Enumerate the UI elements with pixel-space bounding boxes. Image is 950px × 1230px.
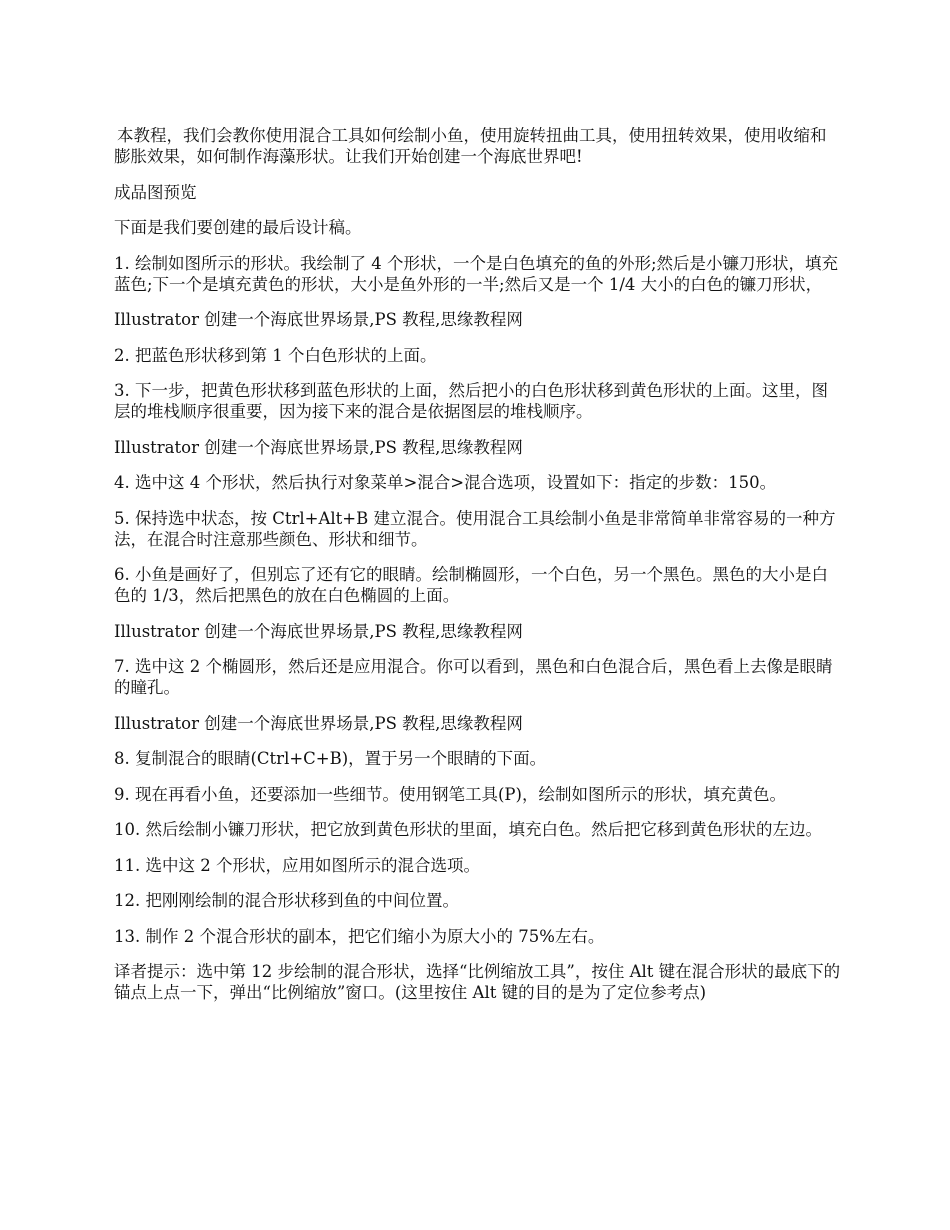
final-design-paragraph: 下面是我们要创建的最后设计稿。 bbox=[114, 218, 362, 237]
step-2-paragraph: 2. 把蓝色形状移到第 1 个白色形状的上面。 bbox=[114, 345, 437, 365]
image-caption: Illustrator 创建一个海底世界场景,PS 教程,思缘教程网 bbox=[114, 437, 523, 457]
step-8-paragraph: 8. 复制混合的眼睛(Ctrl+C+B)，置于另一个眼睛的下面。 bbox=[114, 749, 547, 768]
step-1-paragraph: 1. 绘制如图所示的形状。我绘制了 4 个形状，一个是白色填充的鱼的外形;然后是小镰刀形状，填充蓝色;下一个是填充黄色的形状，大小是鱼外形的一半;然后又是一个 1/4 大小的白色的镰刀形状， bbox=[114, 253, 839, 294]
step-13-paragraph: 13. 制作 2 个混合形状的副本，把它们缩小为原大小的 75%左右。 bbox=[114, 926, 605, 946]
step-3-paragraph: 3. 下一步，把黄色形状移到蓝色形状的上面，然后把小的白色形状移到黄色形状的上面。这里，图层的堆栈顺序很重要，因为接下来的混合是依据图层的堆栈顺序。 bbox=[114, 381, 828, 421]
image-caption: Illustrator 创建一个海底世界场景,PS 教程,思缘教程网 bbox=[114, 713, 523, 733]
step-9-paragraph: 9. 现在再看小鱼，还要添加一些细节。使用钢笔工具(P)，绘制如图所示的形状，填充黄色。 bbox=[114, 784, 786, 804]
step-11-paragraph: 11. 选中这 2 个形状，应用如图所示的混合选项。 bbox=[114, 855, 480, 875]
step-12-paragraph: 12. 把刚刚绘制的混合形状移到鱼的中间位置。 bbox=[114, 891, 459, 910]
preview-heading: 成品图预览 bbox=[114, 182, 197, 202]
step-6-paragraph: 6. 小鱼是画好了，但别忘了还有它的眼睛。绘制椭圆形，一个白色，另一个黑色。黑色的大小是白色的 1/3，然后把黑色的放在白色椭圆的上面。 bbox=[114, 565, 828, 605]
intro-paragraph: 本教程，我们会教你使用混合工具如何绘制小鱼，使用旋转扭曲工具，使用扭转效果，使用收缩和膨胀效果，如何制作海藻形状。让我们开始创建一个海底世界吧! bbox=[114, 126, 827, 166]
step-5-paragraph: 5. 保持选中状态，按 Ctrl+Alt+B 建立混合。使用混合工具绘制小鱼是非常简单非常容易的一种方法，在混合时注意那些颜色、形状和细节。 bbox=[114, 508, 836, 549]
image-caption: Illustrator 创建一个海底世界场景,PS 教程,思缘教程网 bbox=[114, 621, 523, 641]
step-10-paragraph: 10. 然后绘制小镰刀形状，把它放到黄色形状的里面，填充白色。然后把它移到黄色形状的左边。 bbox=[114, 820, 822, 839]
translator-note-paragraph: 译者提示：选中第 12 步绘制的混合形状，选择“比例缩放工具”，按住 Alt 键在混合形状的最底下的锚点上点一下，弹出“比例缩放”窗口。(这里按住 Alt 键的目的是为了定位参考点) bbox=[114, 962, 841, 1002]
step-7-paragraph: 7. 选中这 2 个椭圆形，然后还是应用混合。你可以看到，黑色和白色混合后，黑色看上去像是眼睛的瞳孔。 bbox=[114, 657, 833, 697]
step-4-paragraph: 4. 选中这 4 个形状，然后执行对象菜单>混合>混合选项，设置如下：指定的步数：150。 bbox=[114, 473, 777, 492]
document-page bbox=[114, 125, 842, 1018]
image-caption: Illustrator 创建一个海底世界场景,PS 教程,思缘教程网 bbox=[114, 310, 523, 329]
